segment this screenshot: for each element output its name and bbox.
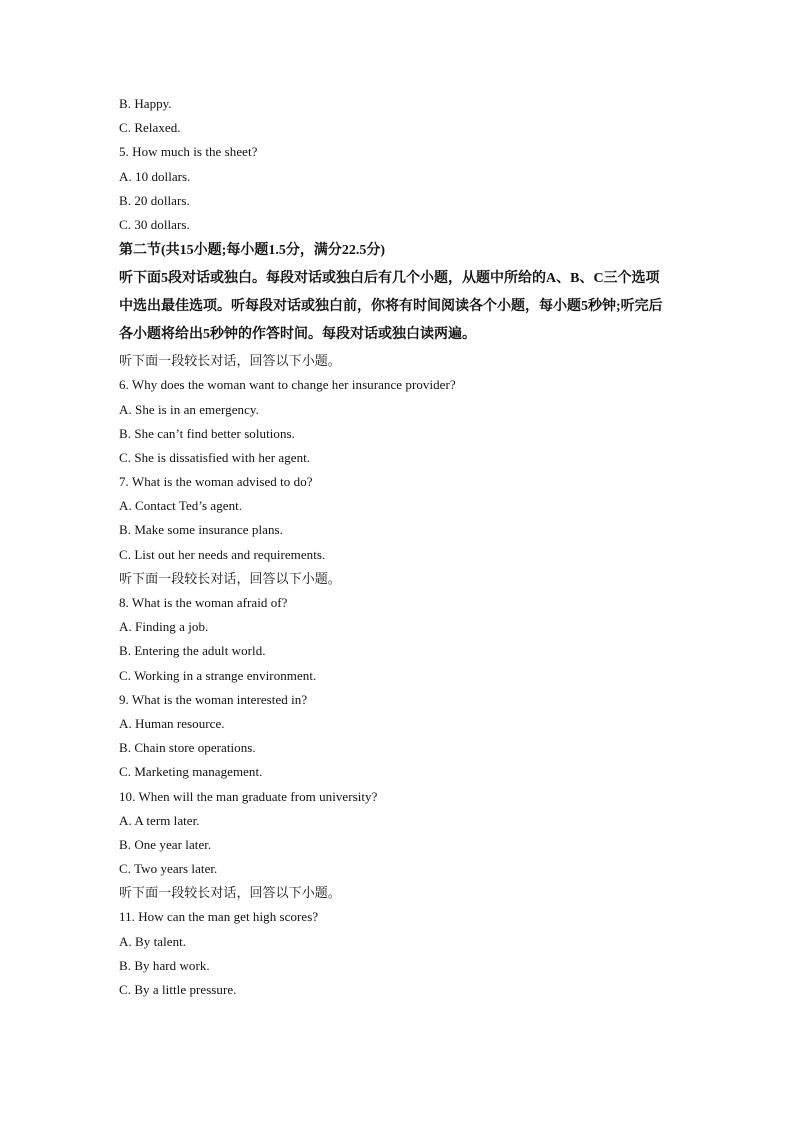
section-heading: 第二节(共15小题;每小题1.5分，满分22.5分) — [119, 243, 385, 259]
option-line: B. Happy. — [119, 96, 172, 111]
option-line: B. Make some insurance plans. — [119, 522, 283, 538]
instruction-line: 中选出最佳选项。听每段对话或独白前，你将有时间阅读各个小题，每小题5秒钟;听完后 — [119, 299, 663, 315]
option-line: A. She is in an emergency. — [119, 401, 259, 417]
option-line: C. 30 dollars. — [119, 216, 190, 232]
question-line: 9. What is the woman interested in? — [119, 691, 308, 707]
option-line: B. Entering the adult world. — [119, 643, 266, 659]
option-line: B. By hard work. — [119, 957, 210, 973]
question-line: 10. When will the man graduate from university? — [119, 788, 378, 804]
option-line: B. She can’t find better solutions. — [119, 425, 295, 441]
dialogue-prompt: 听下面一段较长对话，回答以下小题。 — [119, 353, 341, 369]
option-line: C. By a little pressure. — [119, 982, 237, 997]
option-line: A. Finding a job. — [119, 619, 209, 635]
option-line: A. By talent. — [119, 933, 187, 949]
option-line: B. One year later. — [119, 836, 212, 852]
question-line: 5. How much is the sheet? — [119, 144, 258, 160]
question-line: 11. How can the man get high scores? — [119, 909, 319, 925]
section-two-intro — [119, 237, 679, 349]
option-line: A. A term later. — [119, 812, 200, 828]
option-line: A. Human resource. — [119, 715, 225, 731]
dialogue-prompt: 听下面一段较长对话，回答以下小题。 — [119, 570, 341, 586]
option-line: C. List out her needs and requirements. — [119, 546, 326, 562]
option-line: B. Chain store operations. — [119, 740, 256, 756]
question-line: 6. Why does the woman want to change her insurance provider? — [119, 377, 456, 393]
option-line: A. Contact Ted’s agent. — [119, 498, 243, 514]
question-line: 8. What is the woman afraid of? — [119, 595, 288, 610]
option-line: C. Working in a strange environment. — [119, 667, 317, 683]
exam-page — [119, 92, 679, 1002]
option-line: C. Two years later. — [119, 861, 218, 877]
instruction-line: 听下面5段对话或独白。每段对话或独白后有几个小题，从题中所给的A、B、C三个选项 — [119, 271, 660, 287]
questions-block — [119, 349, 679, 1002]
question-line: 7. What is the woman advised to do? — [119, 474, 313, 490]
option-line: C. Relaxed. — [119, 120, 181, 136]
option-line: B. 20 dollars. — [119, 192, 190, 208]
option-line: C. Marketing management. — [119, 764, 263, 780]
dialogue-prompt: 听下面一段较长对话，回答以下小题。 — [119, 885, 341, 901]
question-5-block — [119, 92, 679, 237]
option-line: C. She is dissatisfied with her agent. — [119, 449, 311, 465]
instruction-line: 各小题将给出5秒钟的作答时间。每段对话或独白读两遍。 — [119, 327, 476, 343]
option-line: A. 10 dollars. — [119, 168, 191, 184]
